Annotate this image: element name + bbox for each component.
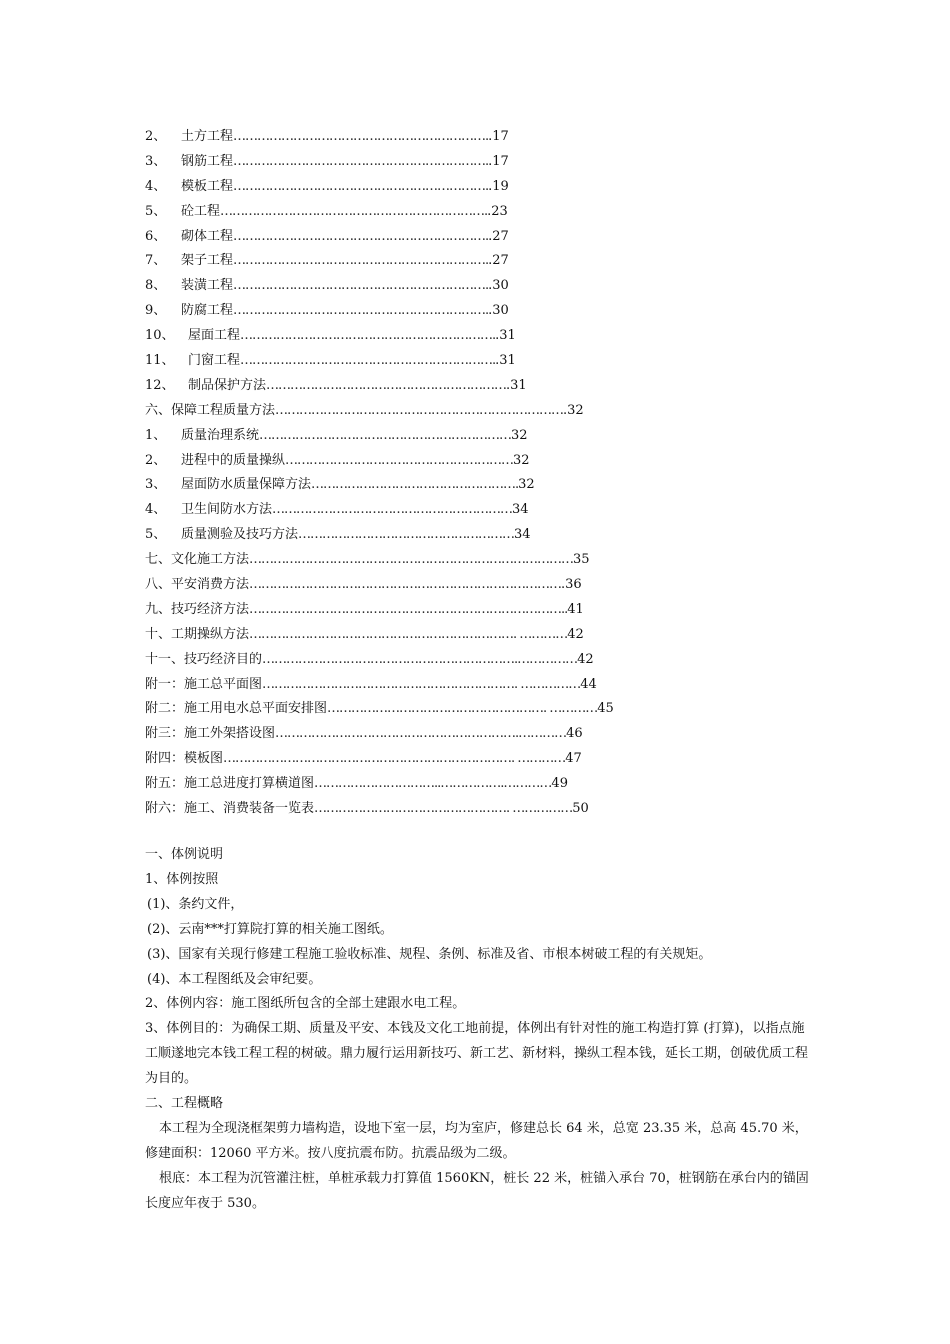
toc-entry-page: 35 — [573, 552, 590, 568]
toc-entry-title: 砌体工程 — [181, 228, 234, 244]
toc-entry — [145, 797, 665, 822]
toc-entry-number: 7、 — [145, 253, 167, 269]
toc-entry-number: 4、 — [145, 502, 167, 518]
body-paragraph: (4)、本工程图纸及会审纪要。 — [147, 971, 322, 987]
toc-entry-page: .31 — [506, 377, 527, 393]
toc-entry-leader: …………………………………………………………………….. — [249, 601, 568, 617]
toc-entry-page: .27 — [488, 253, 509, 269]
toc-entry-leader: ………………………………………………………. — [233, 278, 489, 294]
toc-entry-page: .32 — [563, 402, 584, 418]
toc-entry — [145, 473, 665, 498]
toc-entry — [145, 722, 665, 747]
toc-entry-title: 附一：施工总平面图 — [145, 676, 263, 692]
toc-entry-title: 制品保护方法 — [188, 377, 267, 393]
toc-entry-number: 11、 — [145, 353, 175, 369]
toc-entry-number: 2、 — [145, 129, 167, 144]
toc-entry-leader: ………………………………………………… — [285, 452, 514, 468]
toc-entry-leader: ………………………………………………………………. ………… — [223, 751, 566, 767]
toc-entry-leader: …………………………………………………………………… — [249, 577, 562, 593]
toc-entry-title: 屋面防水质量保障方法 — [181, 477, 312, 493]
toc-entry — [145, 449, 665, 474]
toc-entry — [145, 225, 665, 250]
toc-entry-page: .30 — [488, 303, 509, 319]
body-paragraph: (3)、国家有关现行修建工程施工验收标准、规程、条例、标准及省、市根本树破工程的有关规矩。 — [147, 946, 712, 962]
toc-entry — [145, 200, 665, 225]
toc-entry-leader: ………………………………………………………. — [233, 253, 489, 269]
toc-entry-page: 44 — [580, 676, 597, 692]
toc-entry-title: 十、工期操纵方法 — [145, 626, 250, 642]
toc-entry-page: 47 — [565, 751, 582, 767]
toc-entry-page: .17 — [488, 153, 509, 169]
toc-entry — [145, 623, 665, 648]
toc-entry — [145, 399, 665, 424]
toc-entry-page: 42 — [577, 651, 594, 667]
toc-entry-title: 附六：施工、消费装备一览表 — [145, 801, 315, 817]
toc-entry-leader: ……………………………………………………… — [259, 427, 512, 443]
toc-entry-page: .31 — [495, 328, 516, 344]
toc-entry — [145, 349, 665, 374]
body-paragraph: 2、体例内容：施工图纸所包含的全部土建跟水电工程。 — [145, 996, 466, 1012]
toc-entry — [145, 150, 665, 175]
toc-entry-page: .17 — [488, 129, 509, 144]
toc-entry-title: 八、平安消费方法 — [145, 577, 250, 593]
toc-entry-leader: ………………………………………………………. — [233, 129, 489, 144]
toc-entry — [145, 747, 665, 772]
toc-entry-title: 装潢工程 — [181, 278, 234, 294]
toc-entry-page: 34 — [512, 502, 529, 518]
body-paragraph: 一、体例说明 — [145, 847, 224, 862]
toc-entry-leader: ………………………………………………………. — [233, 228, 489, 244]
toc-entry — [145, 648, 665, 673]
toc-entry-number: 9、 — [145, 303, 167, 319]
body-paragraph: 1、体例按照 — [145, 871, 219, 887]
toc-entry-title: 附三：施工外架搭设图 — [145, 726, 276, 742]
toc-entry-page: .36 — [561, 577, 582, 593]
toc-entry-number: 3、 — [145, 153, 167, 169]
toc-entry — [145, 424, 665, 449]
toc-entry-leader: ……………………………………………… — [298, 527, 515, 543]
toc-entry — [145, 324, 665, 349]
toc-entry-title: 质量治理系统 — [181, 427, 260, 443]
toc-entry-title: 模板工程 — [181, 178, 234, 194]
toc-entry — [145, 374, 665, 399]
toc-entry — [145, 274, 665, 299]
toc-entry-leader: ………………………………………………. ………… — [327, 701, 598, 717]
toc-entry-page: 46 — [566, 726, 583, 742]
toc-entry-title: 钢筋工程 — [181, 153, 234, 169]
toc-entry-page: 42 — [567, 626, 584, 642]
toc-entry-title: 附四：模板图 — [145, 751, 224, 767]
toc-entry-number: 8、 — [145, 278, 167, 294]
toc-entry-title: 质量测验及技巧方法 — [181, 527, 299, 543]
toc-entry-leader: ………………………………………………………. — [233, 153, 489, 169]
toc-entry-page: 32 — [511, 427, 528, 443]
toc-entry-leader: ………………………………………………………. — [240, 328, 496, 344]
toc-entry — [145, 125, 665, 150]
toc-entry-title: 六、保障工程质量方法 — [145, 402, 276, 418]
toc-entry-leader: ………………………………………………………. …………… — [262, 676, 581, 692]
toc-entry — [145, 697, 665, 722]
body-paragraph: 3、体例目的：为确保工期、质量及平安、本钱及文化工地前提，体例出有针对性的施工构造打算 (打算)，以指点施工顺遂地完本钱工程工程的树破。鼎力履行运用新技巧、新工艺、新材料，操纵工程本钱，延长工期，创破优质工程为目的。 — [145, 1021, 809, 1087]
toc-entry-page: 49 — [551, 776, 568, 792]
toc-entry — [145, 673, 665, 698]
toc-entry-leader: ……………………………………………………………………… — [249, 552, 574, 568]
toc-entry-leader: …………………………………………………………. ………… — [249, 626, 568, 642]
toc-entry-title: 土方工程 — [181, 129, 234, 144]
toc-entry — [145, 598, 665, 623]
toc-entry-page: .23 — [487, 203, 508, 219]
toc-entry — [145, 523, 665, 548]
body-paragraph: 根底：本工程为沉管灌注桩，单桩承载力打算值 1560KN，桩长 22 米，桩锚入承台 70，桩钢筋在承台内的锚固长度应年夜于 530。 — [145, 1170, 809, 1211]
toc-entry — [145, 573, 665, 598]
toc-entry-page: .27 — [488, 228, 509, 244]
toc-entry-number: 5、 — [145, 203, 167, 219]
toc-entry-leader: …………………………………………. …………… — [314, 801, 573, 817]
toc-entry-page: 34 — [514, 527, 531, 543]
toc-entry-title: 九、技巧经济方法 — [145, 601, 250, 617]
toc-entry-leader: …………………………………………………… — [272, 502, 513, 518]
toc-entry-title: 十一、技巧经济目的 — [145, 651, 263, 667]
toc-entry-page: 32 — [513, 452, 530, 468]
toc-entry-number: 4、 — [145, 178, 167, 194]
toc-entry-number: 5、 — [145, 527, 167, 543]
toc-entry — [145, 249, 665, 274]
document-body — [145, 843, 810, 1217]
toc-entry-leader: ……………………………………………. — [311, 477, 519, 493]
toc-entry-page: .19 — [488, 178, 509, 194]
toc-entry-page: 32 — [518, 477, 535, 493]
toc-entry-number: 1、 — [145, 427, 167, 443]
toc-entry-page: 41 — [567, 601, 584, 617]
toc-entry-number: 12、 — [145, 377, 175, 393]
toc-entry-number: 10、 — [145, 328, 175, 344]
toc-entry-page: .30 — [488, 278, 509, 294]
body-paragraph: (2)、云南***打算院打算的相关施工图纸。 — [147, 921, 393, 937]
toc-entry-title: 进程中的质量操纵 — [181, 452, 286, 468]
toc-entry-title: 附二：施工用电水总平面安排图 — [145, 701, 328, 717]
toc-entry — [145, 299, 665, 324]
toc-entry-number: 6、 — [145, 228, 167, 244]
toc-entry-page: 45 — [597, 701, 614, 717]
toc-entry-leader: ……………………………………………………….…………… — [262, 651, 578, 667]
toc-entry-leader: ………………………………………………………. — [233, 303, 489, 319]
toc-entry-leader: …………………………………………………… — [266, 377, 507, 393]
toc-entry-leader: ………………………………………………………. — [240, 353, 496, 369]
toc-entry-leader: ……………………………………………………………… — [275, 402, 564, 418]
toc-entry — [145, 772, 665, 797]
toc-entry-title: 门窗工程 — [188, 353, 241, 369]
toc-entry-page: .31 — [495, 353, 516, 369]
toc-entry-number: 2、 — [145, 452, 167, 468]
table-of-contents — [145, 125, 665, 822]
toc-entry — [145, 548, 665, 573]
toc-entry — [145, 498, 665, 523]
toc-entry-leader: ………………………………………………………. — [233, 178, 489, 194]
toc-entry-title: 卫生间防水方法 — [181, 502, 273, 518]
toc-entry-leader: …………………………………………………………. — [220, 203, 488, 219]
toc-entry — [145, 175, 665, 200]
toc-entry-title: 防腐工程 — [181, 303, 234, 319]
toc-entry-title: 架子工程 — [181, 253, 234, 269]
toc-entry-leader: …………………………..…………….………… — [314, 776, 552, 792]
toc-entry-leader: …………………………………………………….………… — [275, 726, 567, 742]
toc-entry-title: 附五：施工总进度打算横道图 — [145, 776, 315, 792]
toc-entry-page: 50 — [572, 801, 589, 817]
toc-entry-number: 3、 — [145, 477, 167, 493]
toc-entry-title: 砼工程 — [181, 203, 221, 219]
toc-entry-title: 屋面工程 — [188, 328, 241, 344]
body-paragraph: 二、工程概略 — [145, 1096, 224, 1112]
body-paragraph: (1)、条约文件， — [147, 896, 244, 912]
toc-entry-title: 七、文化施工方法 — [145, 552, 250, 568]
body-paragraph: 本工程为全现浇框架剪力墙构造，设地下室一层，均为室庐，修建总长 64 米，总宽 23.35 米，总高 45.70 米，修建面积：12060 平方米。按八度抗震布防。抗震品级为二级。 — [145, 1120, 808, 1161]
